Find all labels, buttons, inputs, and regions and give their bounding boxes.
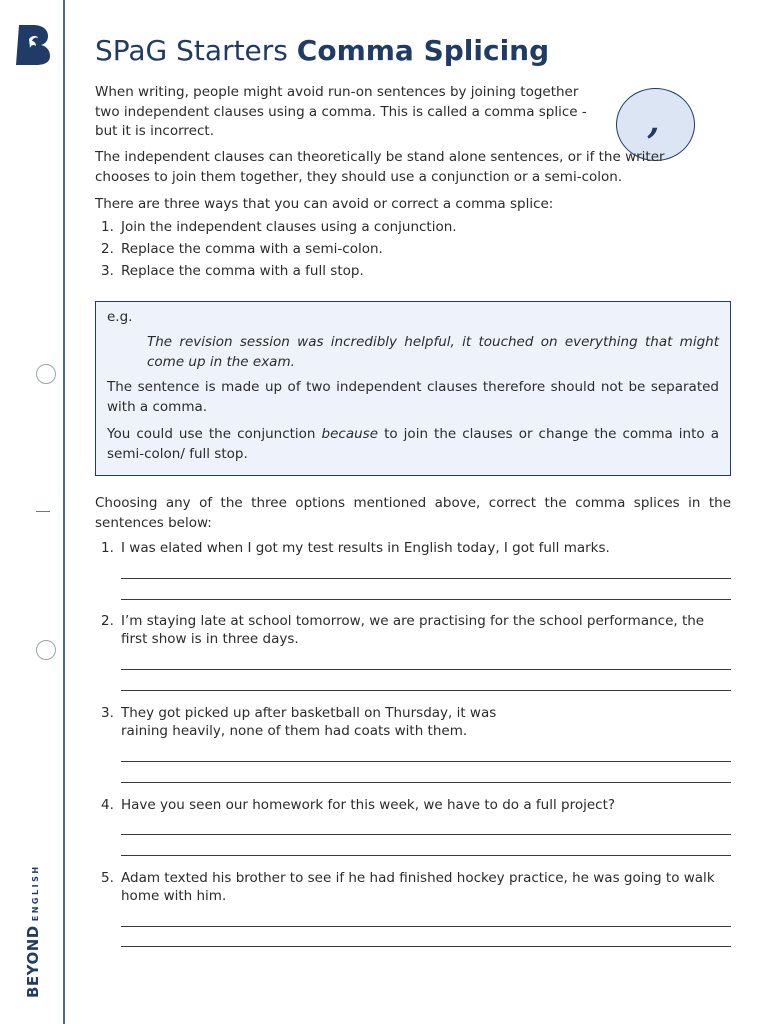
answer-line[interactable] <box>121 834 731 835</box>
answer-line[interactable] <box>121 855 731 856</box>
beyond-logo-icon <box>15 24 51 66</box>
question-2: 2. I’m staying late at school tomorrow, we are practising for the school performance, the first show is in three days. <box>101 613 705 647</box>
answer-line[interactable] <box>121 761 731 762</box>
margin-line <box>63 0 65 1024</box>
task-instruction: Choosing any of the three options mentioned above, correct the comma splices in the sentences below: <box>95 495 731 531</box>
brand-wordmark: BEYONDENGLISH <box>24 864 42 998</box>
question-4: 4. Have you seen our homework for this week, we have to do a full project? <box>101 797 616 813</box>
answer-line[interactable] <box>121 669 731 670</box>
example-label: e.g. <box>107 309 133 325</box>
answer-line[interactable] <box>121 946 731 947</box>
example-explanation-2: You could use the conjunction because to join the clauses or change the comma into a semi-colon/ full stop. <box>107 426 719 462</box>
ways-list <box>95 219 457 285</box>
answer-line[interactable] <box>121 690 731 691</box>
intro-paragraph-3: There are three ways that you can avoid or correct a comma splice: <box>95 196 554 212</box>
page-title: SPaG Starters Comma Splicing <box>95 34 550 67</box>
question-1: 1. I was elated when I got my test results in English today, I got full marks. <box>101 540 610 556</box>
question-3: 3. They got picked up after basketball on Thursday, it was raining heavily, none of them had coats with them. <box>101 705 497 739</box>
list-item: 1. Join the independent clauses using a conjunction. <box>101 219 457 235</box>
question-5: 5. Adam texted his brother to see if he had finished hockey practice, he was going to walk home with him. <box>101 870 715 904</box>
punch-hole-top <box>36 364 56 384</box>
intro-paragraph-1: When writing, people might avoid run-on sentences by joining together two independent clauses using a comma. This is called a comma splice - but it is incorrect. <box>95 84 587 139</box>
example-box <box>95 301 731 476</box>
intro-paragraph-2: The independent clauses can theoretically be stand alone sentences, or if the writer chooses to join them together, they should use a conjunction or a semi-colon. <box>95 149 665 185</box>
fold-mark <box>36 511 50 512</box>
answer-line[interactable] <box>121 926 731 927</box>
answer-line[interactable] <box>121 782 731 783</box>
list-item: 3. Replace the comma with a full stop. <box>101 263 364 279</box>
comma-symbol: , <box>645 101 666 142</box>
answer-line[interactable] <box>121 599 731 600</box>
answer-line[interactable] <box>121 578 731 579</box>
example-sentence: The revision session was incredibly helpful, it touched on everything that might come up in the exam. <box>147 334 719 370</box>
example-explanation-1: The sentence is made up of two independent clauses therefore should not be separated with a comma. <box>107 379 719 415</box>
list-item: 2. Replace the comma with a semi-colon. <box>101 241 383 257</box>
punch-hole-bottom <box>36 640 56 660</box>
